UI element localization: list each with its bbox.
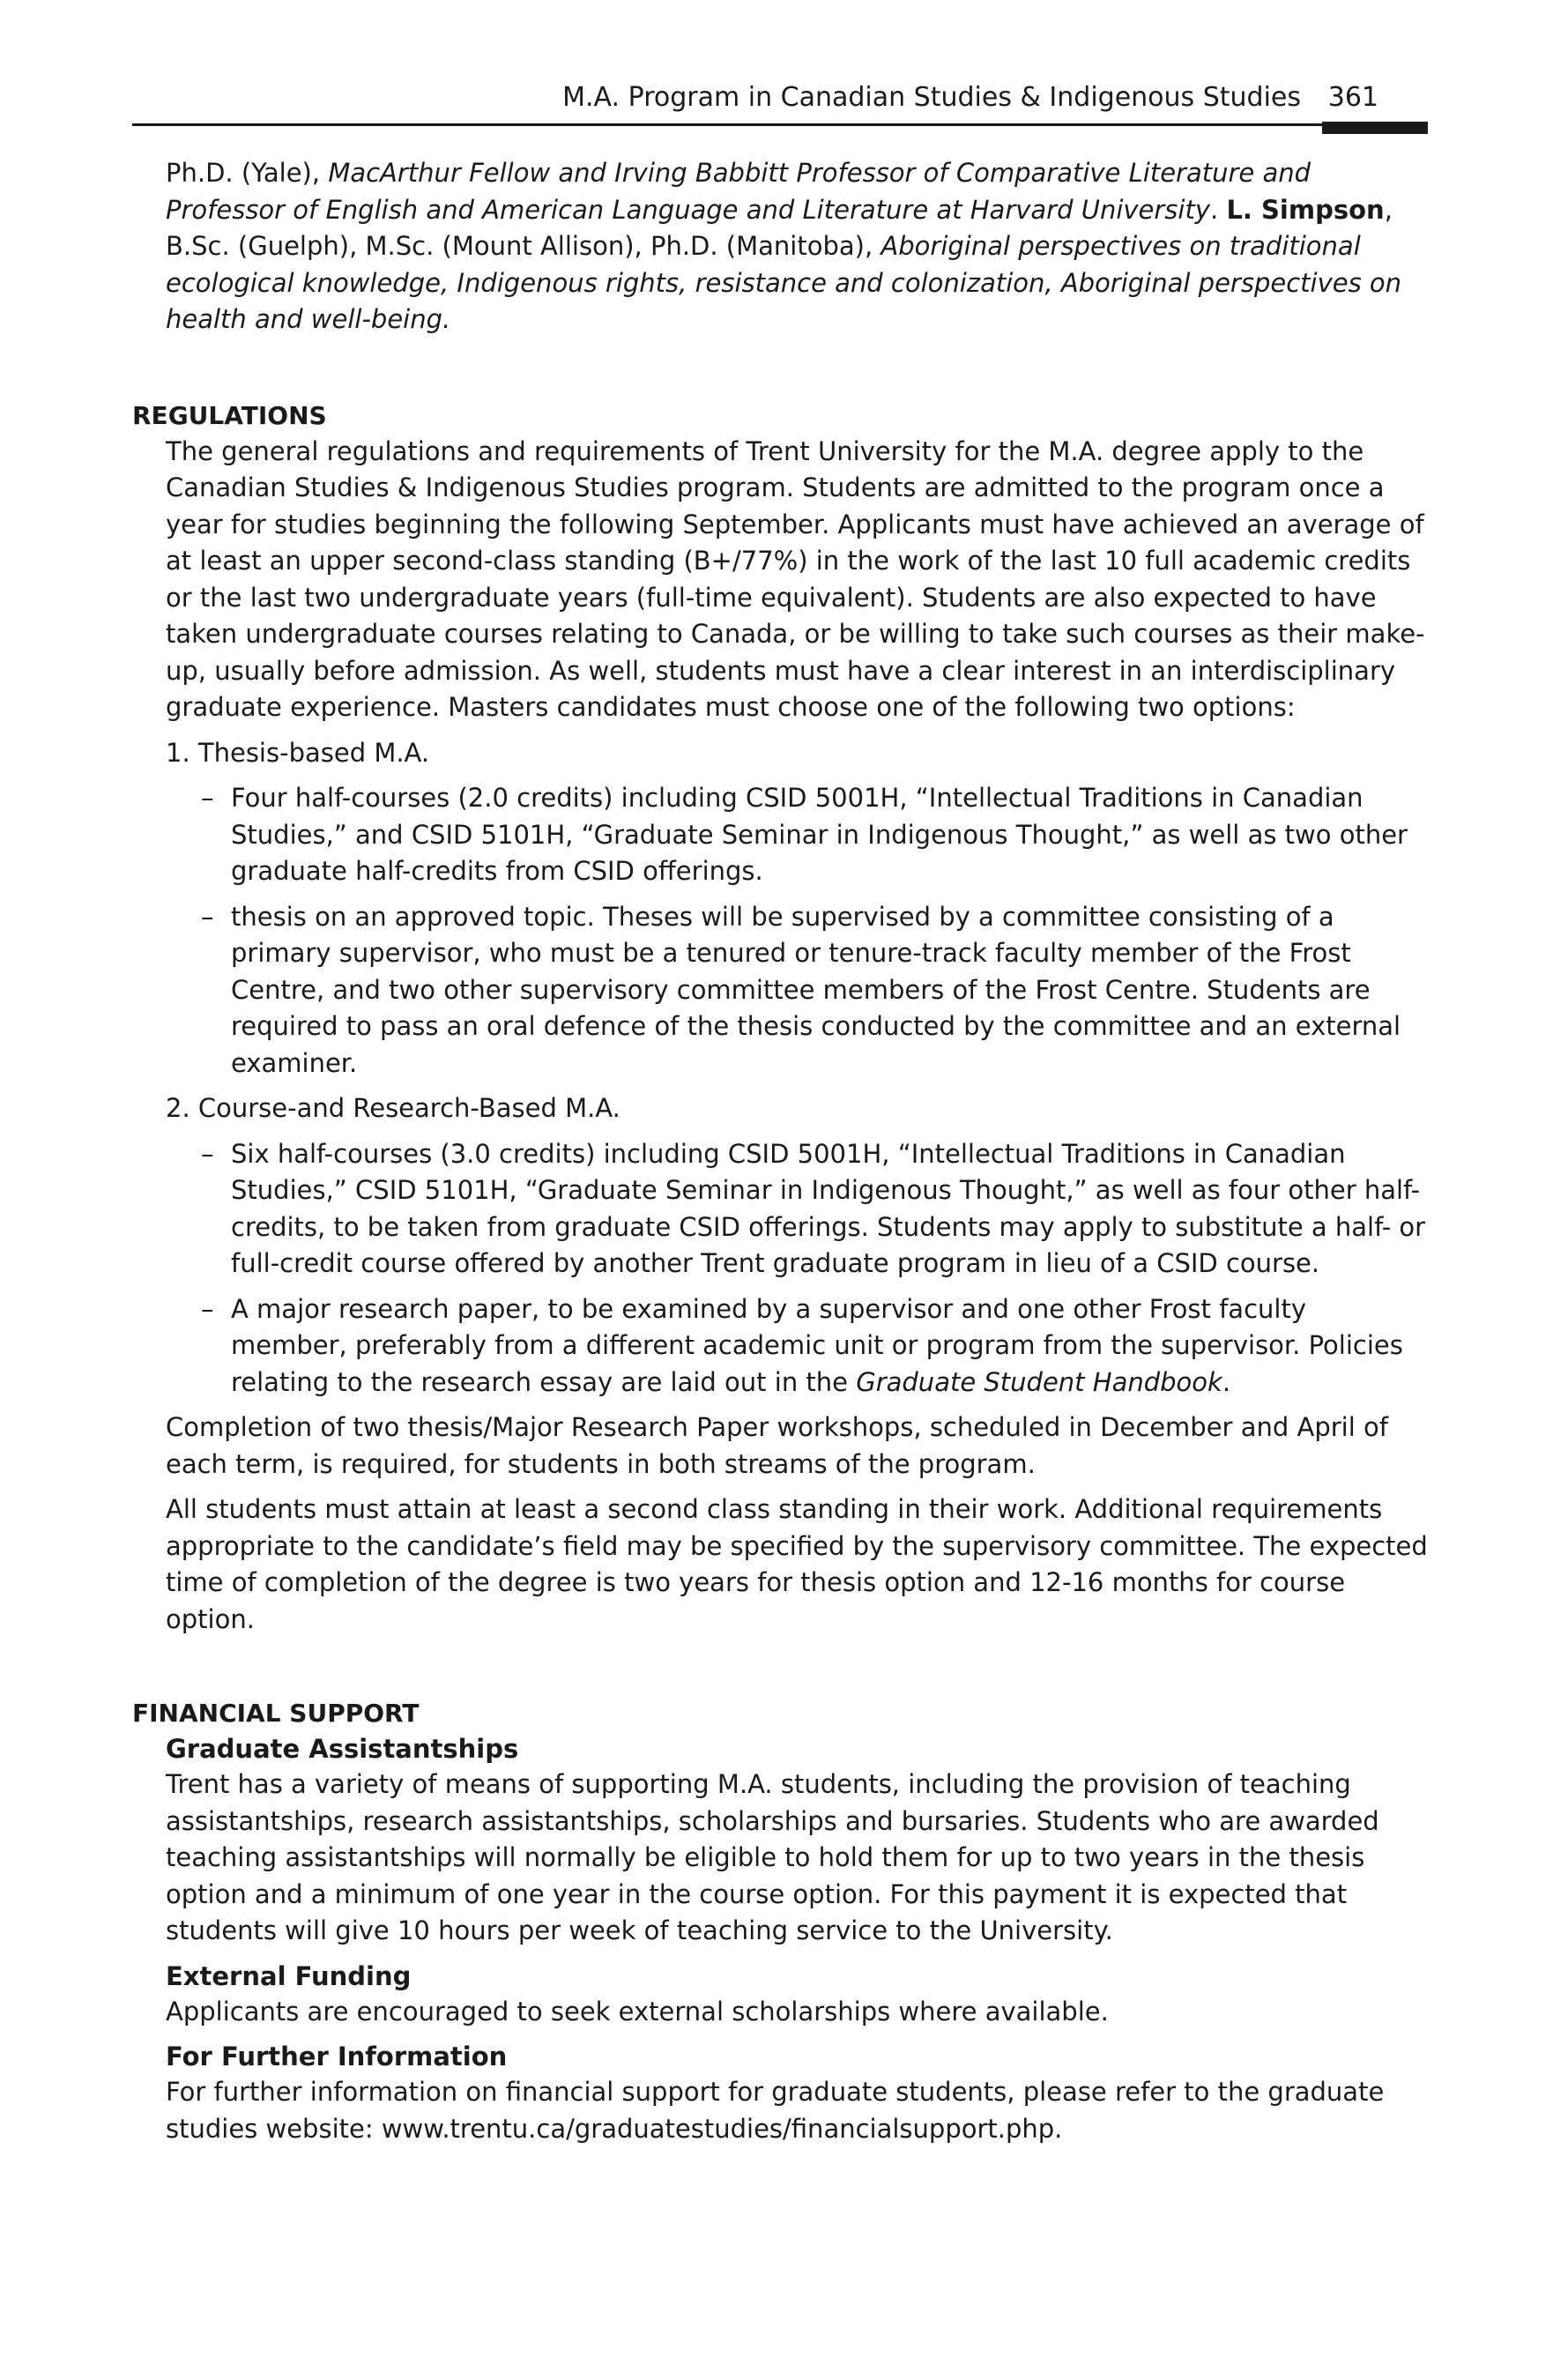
dash-marker: – (201, 1138, 214, 1169)
option-1-item-1 (132, 780, 1428, 890)
faculty-title-italic: MacArthur Fellow and Irving Babbitt Professor of Comparative Literature and Professor of English and American Language and Literature at Harvard University (166, 158, 1312, 225)
option-1-item-2 (132, 899, 1428, 1082)
financial-support-heading: FINANCIAL SUPPORT (132, 1699, 420, 1728)
workshops-paragraph: Completion of two thesis/Major Research Paper workshops, scheduled in December and April of each term, is required, for students in both streams of the program. (166, 1412, 1388, 1479)
faculty-text-3: , B.Sc. (Guelph), M.Sc. (Mount Allison), Ph.D. (Manitoba), (166, 194, 1393, 261)
option-2-item-2-text-c: . (1222, 1366, 1231, 1397)
option-1-label: 1. Thesis-based M.A. (166, 737, 430, 768)
faculty-research-italic: Aboriginal perspectives on traditional ecological knowledge, Indigenous rights, resistance and colonization, Aboriginal perspectives on health and well-being. (166, 231, 1402, 334)
external-funding-heading: External Funding (166, 1960, 412, 1991)
regulations-intro: The general regulations and requirements of Trent University for the M.A. degree apply to the Canadian Studies & Indigenous Studies program. Students are admitted to the program once a year for studies beginning the following September. Applicants must have achieved an average of at least an upper second-class standing (B+/77%) in the work of the last 10 full academic credits or the last two undergraduate years (full-time equivalent). Students are also expected to have taken undergraduate courses relating to Canada, or be willing to take such courses as their make-up, usually before admission. As well, students must have a clear interest in an interdisciplinary graduate experience. Masters candidates must choose one of the following two options: (166, 435, 1425, 722)
faculty-name-bold: L. Simpson (1226, 194, 1385, 225)
faculty-text-2: . (1210, 194, 1227, 225)
option-2-item-2 (132, 1291, 1428, 1402)
further-information-paragraph: For further information on financial support for graduate students, please refer to the graduate studies website: www.trentu.ca/graduatestudies/financialsupport.php. (166, 2077, 1385, 2144)
option-2-item-1-text: Six half-courses (3.0 credits) including CSID 5001H, “Intellectual Traditions in Canadian Studies,” CSID 5101H, “Graduate Seminar in Indigenous Thought,” as well as four other half-credits, to be taken from graduate CSID offerings. Students may apply to substitute a half- or full-credit course offered by another Trent graduate program in lieu of a CSID course. (231, 1138, 1426, 1278)
option-1-item-2-text: thesis on an approved topic. Theses will be supervised by a committee consisting of a primary supervisor, who must be a tenured or tenure-track faculty member of the Frost Centre, and two other supervisory committee members of the Frost Centre. Students are required to pass an oral defence of the thesis conducted by the committee and an external examiner. (231, 901, 1401, 1078)
header-tab-marker (1322, 122, 1428, 134)
option-2-item-1 (132, 1136, 1428, 1283)
handbook-title-italic: Graduate Student Handbook (856, 1366, 1222, 1397)
option-2-label: 2. Course-and Research-Based M.A. (166, 1093, 620, 1123)
running-header-title: M.A. Program in Canadian Studies & Indigenous Studies (562, 82, 1301, 113)
assistantships-heading: Graduate Assistantships (166, 1734, 519, 1764)
option-1-item-1-text: Four half-courses (2.0 credits) including CSID 5001H, “Intellectual Traditions in Canadian Studies,” and CSID 5101H, “Graduate Seminar in Indigenous Thought,” as well as two other graduate half-credits from CSID offerings. (231, 783, 1408, 886)
regulations-heading: REGULATIONS (132, 400, 327, 430)
running-header (132, 78, 1421, 126)
standing-paragraph: All students must attain at least a second class standing in their work. Additional requirements appropriate to the candidate’s field may be specified by the supervisory committee. The expected time of completion of the degree is two years for thesis option and 12-16 months for course option. (166, 1494, 1428, 1634)
document-page (132, 0, 1428, 2380)
page-number: 361 (1327, 82, 1378, 113)
option-2-item-2-text-a: A major research paper, to be examined by a supervisor and one other Frost faculty member, preferably from a different academic unit or program from the supervisor. Policies relating to the research essay are laid out in the (231, 1293, 1403, 1397)
assistantships-paragraph: Trent has a variety of means of supporting M.A. students, including the provision of teaching assistantships, research assistantships, scholarships and bursaries. Students who are awarded teaching assistantships will normally be eligible to hold them for up to two years in the thesis option and a minimum of one year in the course option. For this payment it is expected that students will give 10 hours per week of teaching service to the University. (166, 1769, 1379, 1945)
faculty-text-1: Ph.D. (Yale), (166, 158, 329, 188)
external-funding-paragraph: Applicants are encouraged to seek external scholarships where available. (166, 1996, 1109, 2027)
faculty-listing (132, 155, 1428, 338)
further-information-heading: For Further Information (166, 2042, 508, 2071)
dash-marker: – (201, 1293, 214, 1324)
page-content (132, 155, 1428, 2147)
dash-marker: – (201, 901, 214, 932)
dash-marker: – (201, 783, 214, 813)
